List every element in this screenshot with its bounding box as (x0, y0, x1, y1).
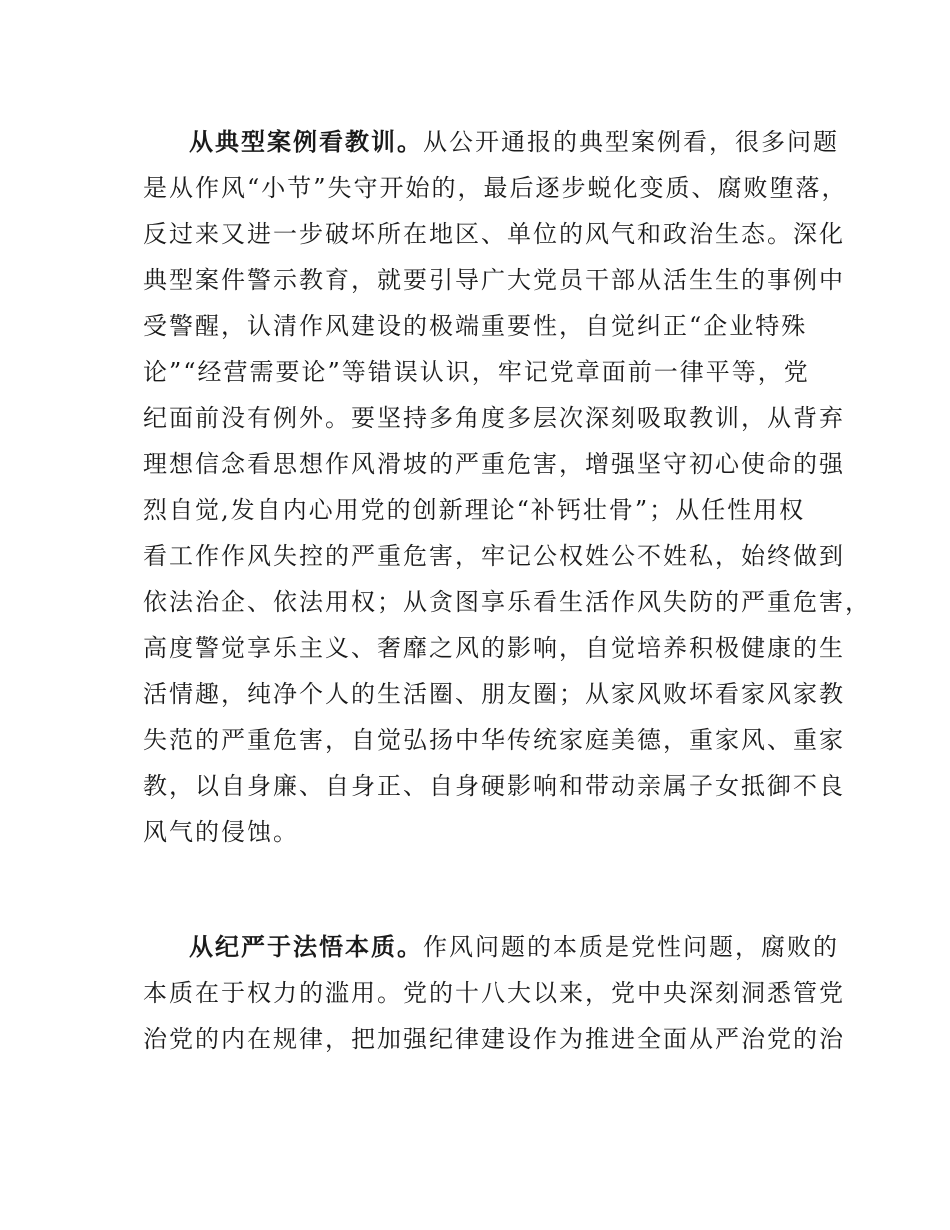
paragraph-line: 反过来又进一步破坏所在地区、单位的风气和政治生态。深化 (143, 220, 845, 248)
paragraph-line (189, 930, 839, 964)
paragraph-line: 风气的侵蚀。 (143, 818, 299, 846)
paragraph-line: 受警醒，认清作风建设的极端重要性，自觉纠正“企业特殊 (143, 312, 808, 340)
paragraph-line: 教，以自身廉、自身正、自身硬影响和带动亲属子女抵御不良 (143, 772, 845, 800)
paragraph-line: 纪面前没有例外。要坚持多角度多层次深刻吸取教训，从背弃 (143, 404, 845, 432)
paragraph-line: 烈自觉,发自内心用党的创新理论“补钙壮骨”；从任性用权 (143, 496, 806, 524)
paragraph-line: 看工作作风失控的严重危害，牢记公权姓公不姓私，始终做到 (143, 542, 845, 570)
paragraph-line: 依法治企、依法用权；从贪图享乐看生活作风失防的严重危害， (143, 588, 871, 616)
paragraph-line (189, 125, 839, 159)
paragraph-heading: 从纪严于法悟本质。 (189, 932, 423, 961)
paragraph-heading: 从典型案例看教训。 (189, 127, 423, 156)
paragraph-line: 高度警觉享乐主义、奢靡之风的影响，自觉培养积极健康的生 (143, 634, 845, 662)
paragraph-text: 作风问题的本质是党性问题，腐败的 (423, 933, 839, 961)
paragraph-line: 活情趣，纯净个人的生活圈、朋友圈；从家风败坏看家风家教 (143, 680, 845, 708)
paragraph-line: 典型案件警示教育，就要引导广大党员干部从活生生的事例中 (143, 266, 845, 294)
paragraph-line: 论”“经营需要论”等错误认识，牢记党章面前一律平等，党 (143, 358, 810, 386)
paragraph-line: 是从作风“小节”失守开始的，最后逐步蜕化变质、腐败堕落， (143, 174, 848, 202)
paragraph-line: 本质在于权力的滥用。党的十八大以来，党中央深刻洞悉管党 (143, 979, 845, 1007)
paragraph-line: 理想信念看思想作风滑坡的严重危害，增强坚守初心使命的强 (143, 450, 845, 478)
paragraph-text: 从公开通报的典型案例看，很多问题 (423, 128, 839, 156)
paragraph-line: 治党的内在规律，把加强纪律建设作为推进全面从严治党的治 (143, 1025, 845, 1053)
paragraph-line: 失范的严重危害，自觉弘扬中华传统家庭美德，重家风、重家 (143, 726, 845, 754)
